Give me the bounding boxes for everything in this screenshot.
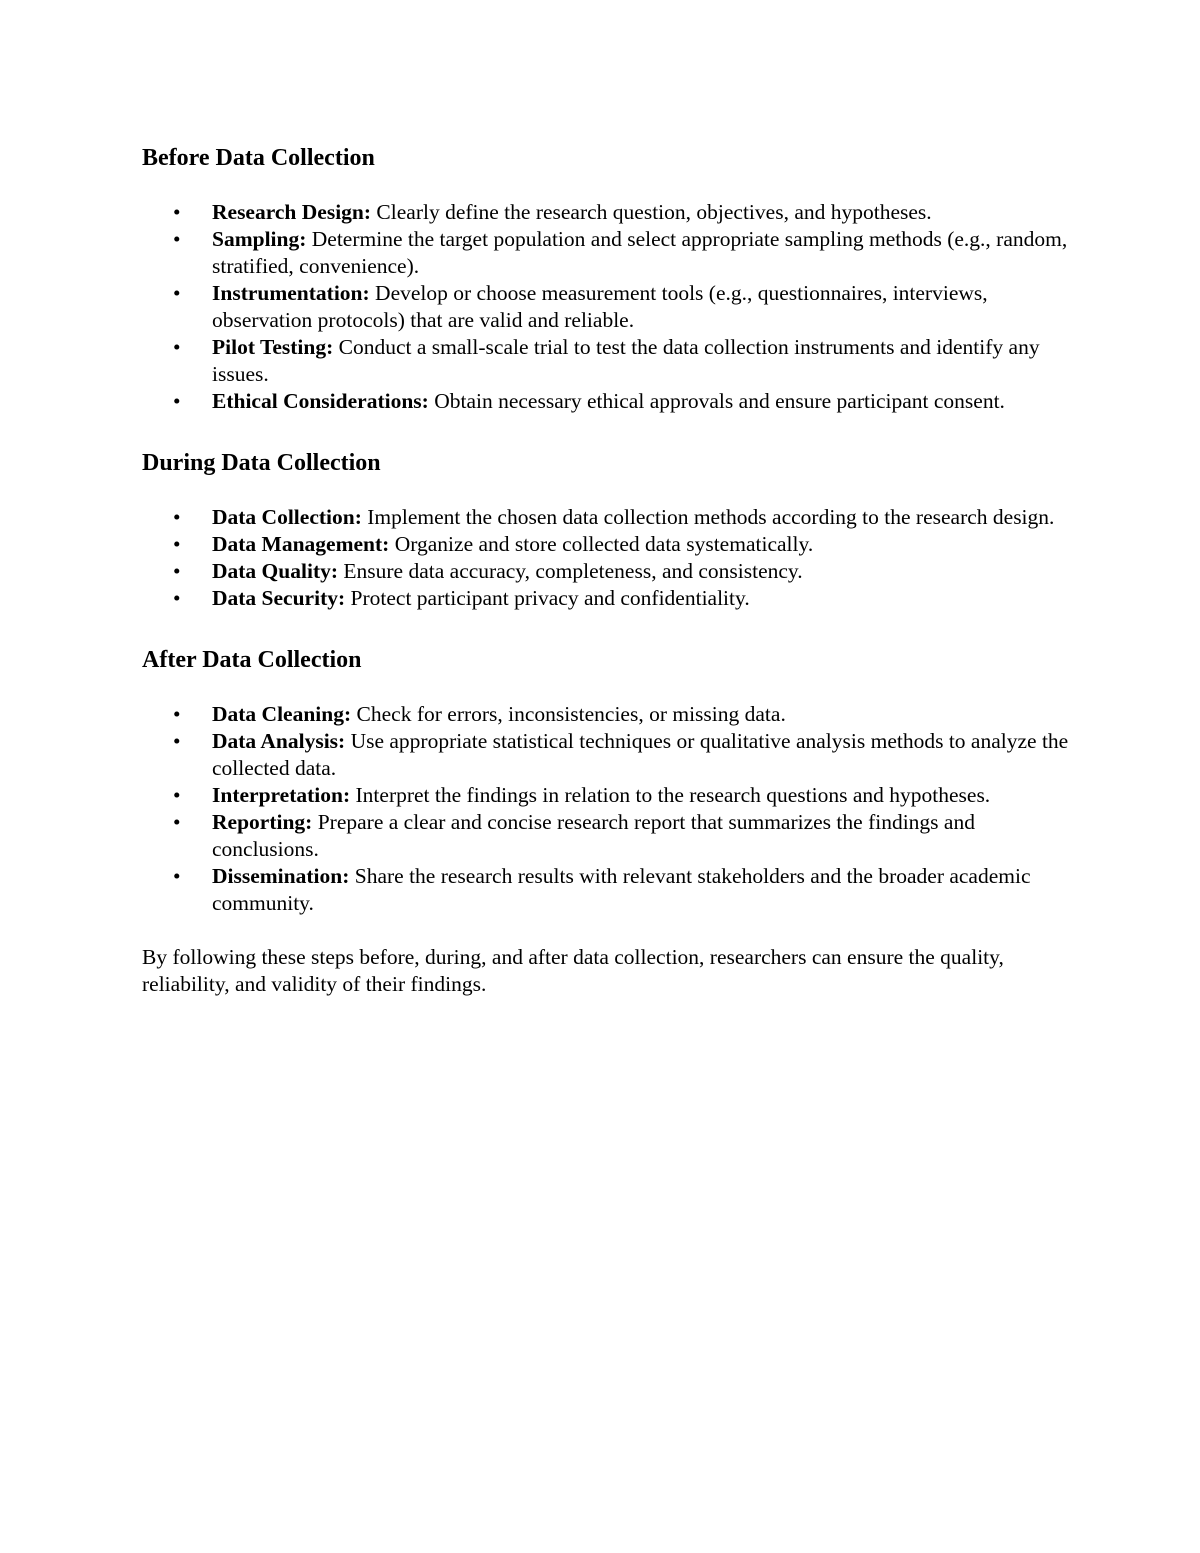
bullet-icon: • xyxy=(173,559,181,583)
item-term: Data Security: xyxy=(212,586,346,610)
section-during-data-collection xyxy=(142,445,1072,612)
section-before-data-collection xyxy=(142,140,1072,415)
section-after-data-collection xyxy=(142,642,1072,917)
bullet-icon: • xyxy=(173,864,181,888)
item-text: Prepare a clear and concise research report that summarizes the findings and conclusions. xyxy=(212,810,975,861)
item-term: Instrumentation: xyxy=(212,281,370,305)
item-text: Ensure data accuracy, completeness, and consistency. xyxy=(338,559,803,583)
item-text: Protect participant privacy and confidentiality. xyxy=(345,586,750,610)
item-term: Data Analysis: xyxy=(212,729,346,753)
list-item xyxy=(142,504,1072,531)
item-term: Sampling: xyxy=(212,227,307,251)
bullet-icon: • xyxy=(173,586,181,610)
bullet-icon: • xyxy=(173,702,181,726)
bullet-icon: • xyxy=(173,810,181,834)
bullet-icon: • xyxy=(173,505,181,529)
item-text: Share the research results with relevant stakeholders and the broader academic community. xyxy=(212,864,1031,915)
item-term: Pilot Testing: xyxy=(212,335,334,359)
item-text: Obtain necessary ethical approvals and ensure participant consent. xyxy=(428,389,1005,413)
item-term: Ethical Considerations: xyxy=(212,389,429,413)
list-item xyxy=(142,863,1072,917)
list-item xyxy=(142,728,1072,782)
bullet-icon: • xyxy=(173,227,181,251)
bullet-icon: • xyxy=(173,532,181,556)
item-text: Use appropriate statistical techniques or qualitative analysis methods to analyze the collected data. xyxy=(212,729,1069,780)
list-item xyxy=(142,531,1072,558)
bullet-icon: • xyxy=(173,335,181,359)
list-item xyxy=(142,782,1072,809)
item-text: Implement the chosen data collection methods according to the research design. xyxy=(361,505,1055,529)
conclusion-paragraph: By following these steps before, during, and after data collection, researchers can ensure the quality, reliability, and validity of their findings. xyxy=(142,945,1004,996)
list-item xyxy=(142,388,1072,415)
item-text: Check for errors, inconsistencies, or missing data. xyxy=(351,702,786,726)
list-item xyxy=(142,701,1072,728)
bullet-icon: • xyxy=(173,200,181,224)
bullet-icon: • xyxy=(173,389,181,413)
list-item xyxy=(142,558,1072,585)
list-item xyxy=(142,585,1072,612)
section-heading: During Data Collection xyxy=(142,450,381,476)
bullet-icon: • xyxy=(173,281,181,305)
item-term: Reporting: xyxy=(212,810,313,834)
section-heading: After Data Collection xyxy=(142,647,362,673)
item-term: Data Quality: xyxy=(212,559,339,583)
item-term: Dissemination: xyxy=(212,864,350,888)
document-page xyxy=(142,140,1072,998)
item-text: Conduct a small-scale trial to test the data collection instruments and identify any issues. xyxy=(212,335,1040,386)
item-text: Clearly define the research question, objectives, and hypotheses. xyxy=(371,200,932,224)
item-term: Interpretation: xyxy=(212,783,351,807)
item-text: Organize and store collected data systematically. xyxy=(389,532,814,556)
list-item xyxy=(142,199,1072,226)
item-term: Data Cleaning: xyxy=(212,702,352,726)
section-heading: Before Data Collection xyxy=(142,145,375,171)
item-term: Research Design: xyxy=(212,200,372,224)
bullet-icon: • xyxy=(173,729,181,753)
item-text: Determine the target population and select appropriate sampling methods (e.g., random, stratified, convenience). xyxy=(212,227,1068,278)
item-text: Interpret the findings in relation to the research questions and hypotheses. xyxy=(350,783,991,807)
list-item xyxy=(142,226,1072,280)
bullet-list xyxy=(142,504,1072,612)
list-item xyxy=(142,334,1072,388)
item-text: Develop or choose measurement tools (e.g., questionnaires, interviews, observation protocols) that are valid and reliable. xyxy=(212,281,988,332)
item-term: Data Management: xyxy=(212,532,390,556)
item-term: Data Collection: xyxy=(212,505,362,529)
bullet-list xyxy=(142,199,1072,415)
list-item xyxy=(142,280,1072,334)
list-item xyxy=(142,809,1072,863)
bullet-icon: • xyxy=(173,783,181,807)
bullet-list xyxy=(142,701,1072,917)
